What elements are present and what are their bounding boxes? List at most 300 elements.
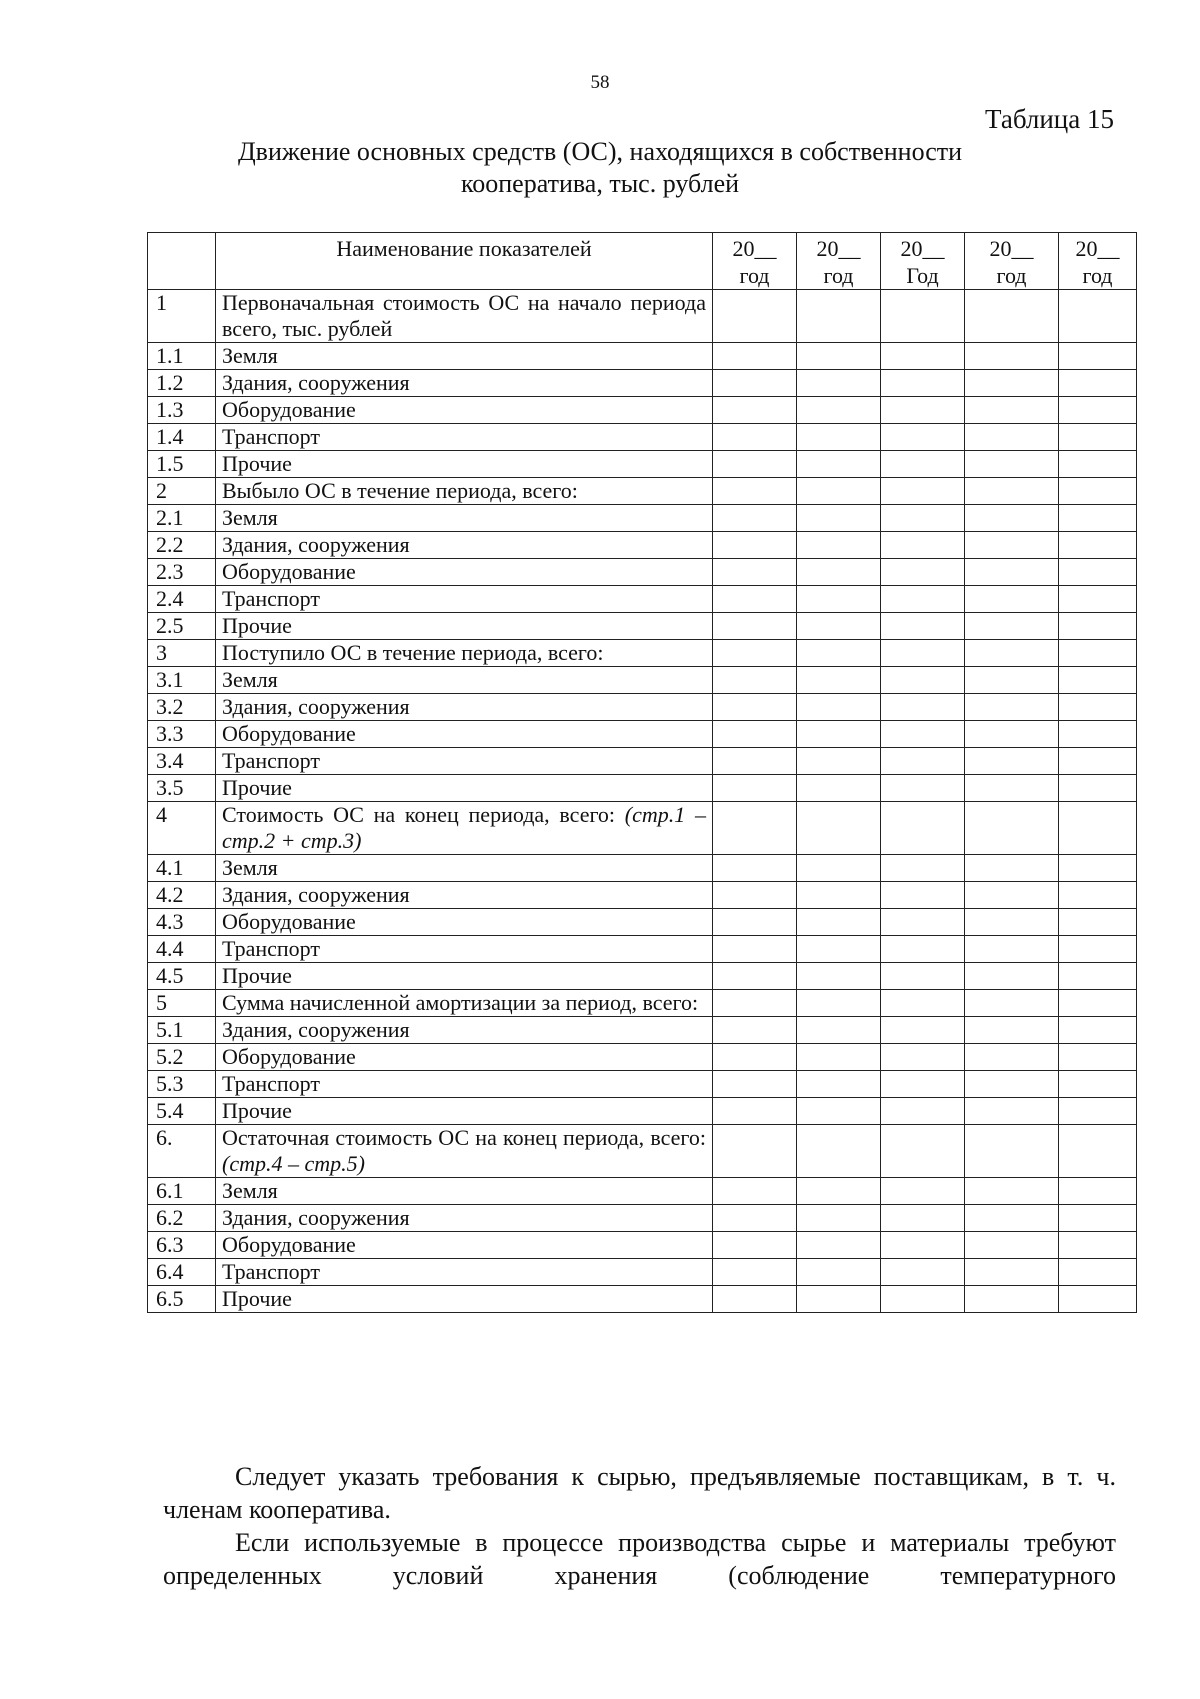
row-number: 2.4	[148, 586, 216, 613]
table-row	[148, 290, 1137, 343]
year-value-cell	[1059, 1259, 1137, 1286]
year-value-cell	[965, 559, 1059, 586]
year-value-cell	[797, 640, 881, 667]
year-value-cell	[881, 855, 965, 882]
row-name	[216, 613, 713, 640]
row-name	[216, 667, 713, 694]
year-value-cell	[1059, 1044, 1137, 1071]
year-value-cell	[1059, 936, 1137, 963]
year-value-cell	[965, 882, 1059, 909]
table-row	[148, 963, 1137, 990]
year-value-cell	[713, 936, 797, 963]
row-name	[216, 963, 713, 990]
year-value-cell	[881, 451, 965, 478]
row-name-text: Оборудование	[222, 397, 356, 422]
year-value-cell	[965, 1098, 1059, 1125]
year-value-cell	[965, 478, 1059, 505]
year-value-cell	[881, 667, 965, 694]
year-value-cell	[713, 963, 797, 990]
row-name-text: Земля	[222, 855, 278, 880]
year-value-cell	[797, 1125, 881, 1178]
row-name-text: Транспорт	[222, 936, 321, 961]
row-number: 5	[148, 990, 216, 1017]
year-value-cell	[797, 1178, 881, 1205]
year-value-cell	[965, 1071, 1059, 1098]
row-number: 4.1	[148, 855, 216, 882]
year-value-cell	[965, 694, 1059, 721]
row-number: 1.1	[148, 343, 216, 370]
table-row	[148, 478, 1137, 505]
year-value-cell	[1059, 1125, 1137, 1178]
year-value-cell	[1059, 505, 1137, 532]
row-number: 6.5	[148, 1286, 216, 1313]
year-value-cell	[797, 1232, 881, 1259]
row-name-text: Выбыло ОС в течение периода, всего:	[222, 478, 578, 503]
row-name	[216, 1098, 713, 1125]
year-value-cell	[1059, 478, 1137, 505]
table-row	[148, 1125, 1137, 1178]
row-name	[216, 1286, 713, 1313]
year-value-cell	[965, 990, 1059, 1017]
row-number: 6.4	[148, 1259, 216, 1286]
year-value-cell	[797, 1098, 881, 1125]
year-value-cell	[965, 586, 1059, 613]
row-name-text: Остаточная стоимость ОС на конец периода, всего:	[222, 1125, 706, 1150]
row-number: 6.1	[148, 1178, 216, 1205]
table-row	[148, 370, 1137, 397]
row-name-text: Поступило ОС в течение периода, всего:	[222, 640, 604, 665]
row-name	[216, 1017, 713, 1044]
row-name	[216, 451, 713, 478]
year-value-cell	[713, 478, 797, 505]
table-row	[148, 532, 1137, 559]
row-name	[216, 505, 713, 532]
table-row	[148, 667, 1137, 694]
table-header-row	[148, 233, 1137, 290]
year-value-cell	[797, 775, 881, 802]
year-value-cell	[797, 424, 881, 451]
table-row	[148, 613, 1137, 640]
row-name	[216, 909, 713, 936]
table-row	[148, 855, 1137, 882]
row-number: 1.2	[148, 370, 216, 397]
year-value-cell	[797, 1017, 881, 1044]
table-row	[148, 1071, 1137, 1098]
year-value-cell	[881, 1125, 965, 1178]
year-value-cell	[965, 451, 1059, 478]
year-value-cell	[881, 559, 965, 586]
year-value-cell	[881, 748, 965, 775]
year-value-cell	[965, 343, 1059, 370]
year-value-cell	[713, 1259, 797, 1286]
year-value-cell	[797, 290, 881, 343]
header-name-cell: Наименование показателей	[216, 233, 713, 290]
row-name-text: Транспорт	[222, 586, 321, 611]
year-value-cell	[713, 1044, 797, 1071]
year-value-cell	[1059, 1071, 1137, 1098]
row-number: 5.4	[148, 1098, 216, 1125]
year-value-cell	[965, 909, 1059, 936]
year-value-cell	[881, 721, 965, 748]
header-num-cell	[148, 233, 216, 290]
row-name	[216, 532, 713, 559]
table-row	[148, 748, 1137, 775]
table-row	[148, 586, 1137, 613]
row-name-text: Прочие	[222, 963, 292, 988]
year-value-cell	[881, 1071, 965, 1098]
header-year-cell	[797, 233, 881, 290]
year-value-cell	[713, 882, 797, 909]
year-value-cell	[713, 1232, 797, 1259]
row-name	[216, 586, 713, 613]
year-value-cell	[881, 963, 965, 990]
year-value-cell	[1059, 1205, 1137, 1232]
row-name-text: Здания, сооружения	[222, 532, 410, 557]
year-value-cell	[965, 532, 1059, 559]
year-value-cell	[881, 640, 965, 667]
year-value-cell	[1059, 451, 1137, 478]
year-bottom: Год	[906, 263, 939, 288]
year-value-cell	[881, 1017, 965, 1044]
row-name-text: Земля	[222, 667, 278, 692]
row-number: 6.3	[148, 1232, 216, 1259]
year-value-cell	[965, 1017, 1059, 1044]
row-name-text: Прочие	[222, 775, 292, 800]
table-row	[148, 343, 1137, 370]
row-formula: (стр.4 – стр.5)	[222, 1151, 365, 1176]
year-value-cell	[797, 855, 881, 882]
year-value-cell	[1059, 963, 1137, 990]
row-number: 4.2	[148, 882, 216, 909]
year-value-cell	[881, 586, 965, 613]
row-name	[216, 721, 713, 748]
row-number: 2.3	[148, 559, 216, 586]
year-value-cell	[797, 532, 881, 559]
year-value-cell	[713, 640, 797, 667]
row-number: 6.2	[148, 1205, 216, 1232]
year-value-cell	[713, 397, 797, 424]
row-number: 4.3	[148, 909, 216, 936]
year-value-cell	[797, 1044, 881, 1071]
year-value-cell	[1059, 613, 1137, 640]
table-title-line-1: Движение основных средств (ОС), находящихся в собственности	[237, 137, 963, 166]
year-value-cell	[881, 613, 965, 640]
year-value-cell	[797, 1071, 881, 1098]
row-number: 2.1	[148, 505, 216, 532]
year-value-cell	[965, 748, 1059, 775]
year-value-cell	[713, 370, 797, 397]
year-value-cell	[1059, 424, 1137, 451]
header-year-cell	[1059, 233, 1137, 290]
header-year-cell	[881, 233, 965, 290]
row-name-text: Транспорт	[222, 1259, 321, 1284]
row-name	[216, 397, 713, 424]
year-value-cell	[881, 775, 965, 802]
row-name	[216, 1259, 713, 1286]
row-name	[216, 775, 713, 802]
year-value-cell	[713, 775, 797, 802]
year-value-cell	[713, 586, 797, 613]
year-value-cell	[1059, 640, 1137, 667]
year-value-cell	[797, 1205, 881, 1232]
table-row	[148, 802, 1137, 855]
row-number: 5.2	[148, 1044, 216, 1071]
row-name-text: Прочие	[222, 451, 292, 476]
year-value-cell	[965, 613, 1059, 640]
row-name-text: Прочие	[222, 613, 292, 638]
year-value-cell	[965, 290, 1059, 343]
year-bottom: год	[996, 263, 1027, 288]
year-value-cell	[881, 424, 965, 451]
year-value-cell	[881, 936, 965, 963]
year-value-cell	[1059, 775, 1137, 802]
year-value-cell	[713, 748, 797, 775]
year-value-cell	[881, 532, 965, 559]
year-value-cell	[881, 802, 965, 855]
row-name-text: Здания, сооружения	[222, 694, 410, 719]
row-name	[216, 478, 713, 505]
year-value-cell	[713, 290, 797, 343]
year-value-cell	[965, 1259, 1059, 1286]
year-value-cell	[881, 1286, 965, 1313]
row-name-text: Оборудование	[222, 1044, 356, 1069]
row-number: 2	[148, 478, 216, 505]
row-name-text: Оборудование	[222, 1232, 356, 1257]
year-value-cell	[965, 1125, 1059, 1178]
year-value-cell	[965, 1044, 1059, 1071]
row-name	[216, 855, 713, 882]
year-value-cell	[965, 775, 1059, 802]
row-name-text: Сумма начисленной амортизации за период, всего:	[222, 990, 699, 1015]
year-value-cell	[965, 721, 1059, 748]
year-value-cell	[713, 559, 797, 586]
year-value-cell	[881, 478, 965, 505]
year-bottom: год	[823, 263, 854, 288]
row-name	[216, 1044, 713, 1071]
year-value-cell	[713, 1098, 797, 1125]
year-value-cell	[881, 1098, 965, 1125]
row-name	[216, 694, 713, 721]
year-value-cell	[797, 1259, 881, 1286]
year-value-cell	[797, 667, 881, 694]
year-value-cell	[797, 802, 881, 855]
year-value-cell	[797, 882, 881, 909]
year-value-cell	[713, 1205, 797, 1232]
year-bottom: год	[1082, 263, 1113, 288]
year-value-cell	[965, 1286, 1059, 1313]
row-name	[216, 802, 713, 855]
table-row	[148, 775, 1137, 802]
row-name	[216, 1125, 713, 1178]
row-number: 1.3	[148, 397, 216, 424]
year-value-cell	[713, 613, 797, 640]
table-row	[148, 1232, 1137, 1259]
year-value-cell	[1059, 990, 1137, 1017]
year-value-cell	[881, 290, 965, 343]
row-name	[216, 990, 713, 1017]
year-value-cell	[965, 855, 1059, 882]
table-row	[148, 1205, 1137, 1232]
row-name-text: Транспорт	[222, 1071, 321, 1096]
table-row	[148, 640, 1137, 667]
year-value-cell	[1059, 694, 1137, 721]
table-row	[148, 1098, 1137, 1125]
year-value-cell	[797, 343, 881, 370]
row-number: 3	[148, 640, 216, 667]
table-row	[148, 882, 1137, 909]
row-name	[216, 343, 713, 370]
year-value-cell	[965, 667, 1059, 694]
year-value-cell	[713, 505, 797, 532]
row-name	[216, 1071, 713, 1098]
year-value-cell	[1059, 343, 1137, 370]
year-value-cell	[881, 370, 965, 397]
year-value-cell	[713, 909, 797, 936]
table-row	[148, 559, 1137, 586]
row-number: 4	[148, 802, 216, 855]
year-value-cell	[797, 559, 881, 586]
year-value-cell	[1059, 1017, 1137, 1044]
row-name	[216, 370, 713, 397]
table-row	[148, 909, 1137, 936]
row-name	[216, 882, 713, 909]
row-number: 4.4	[148, 936, 216, 963]
row-number: 1.5	[148, 451, 216, 478]
table-row	[148, 451, 1137, 478]
year-top: 20__	[816, 236, 861, 261]
year-value-cell	[1059, 748, 1137, 775]
paragraph-raw-materials: Следует указать требования к сырью, предъявляемые поставщикам, в т. ч. членам кооператива.	[163, 1462, 1116, 1524]
year-value-cell	[713, 802, 797, 855]
row-name-text: Прочие	[222, 1286, 292, 1311]
year-value-cell	[1059, 1178, 1137, 1205]
year-value-cell	[797, 694, 881, 721]
row-name	[216, 559, 713, 586]
year-value-cell	[1059, 1098, 1137, 1125]
year-value-cell	[881, 882, 965, 909]
year-value-cell	[965, 1205, 1059, 1232]
year-value-cell	[713, 1125, 797, 1178]
row-name-text: Прочие	[222, 1098, 292, 1123]
year-value-cell	[881, 397, 965, 424]
year-value-cell	[1059, 667, 1137, 694]
row-name-text: Здания, сооружения	[222, 882, 410, 907]
year-value-cell	[797, 505, 881, 532]
row-name	[216, 1232, 713, 1259]
row-name-text: Здания, сооружения	[222, 370, 410, 395]
year-value-cell	[965, 963, 1059, 990]
row-number: 4.5	[148, 963, 216, 990]
row-name-text: Транспорт	[222, 424, 321, 449]
year-top: 20__	[900, 236, 945, 261]
year-value-cell	[1059, 855, 1137, 882]
table-row	[148, 721, 1137, 748]
year-top: 20__	[989, 236, 1034, 261]
row-formula: (стр.1 – стр.2 + стр.3)	[222, 802, 706, 853]
table-row	[148, 990, 1137, 1017]
paragraph-storage: Если используемые в процессе производства сырье и материалы требуют определенных условий хранения (соблюдение температурного	[163, 1528, 1116, 1590]
year-value-cell	[713, 451, 797, 478]
year-value-cell	[713, 1178, 797, 1205]
year-value-cell	[713, 855, 797, 882]
year-value-cell	[881, 1205, 965, 1232]
year-value-cell	[713, 667, 797, 694]
year-value-cell	[797, 613, 881, 640]
year-top: 20__	[1075, 236, 1120, 261]
row-name-text: Здания, сооружения	[222, 1205, 410, 1230]
year-top: 20__	[732, 236, 777, 261]
year-value-cell	[1059, 1286, 1137, 1313]
year-value-cell	[965, 1178, 1059, 1205]
table-title-line-2: кооператива, тыс. рублей	[460, 169, 740, 198]
year-value-cell	[797, 748, 881, 775]
year-value-cell	[965, 936, 1059, 963]
year-value-cell	[965, 370, 1059, 397]
row-number: 1.4	[148, 424, 216, 451]
year-value-cell	[881, 505, 965, 532]
year-value-cell	[881, 1232, 965, 1259]
year-value-cell	[713, 424, 797, 451]
year-value-cell	[965, 802, 1059, 855]
row-name-text: Оборудование	[222, 909, 356, 934]
row-name-text: Оборудование	[222, 559, 356, 584]
year-value-cell	[881, 343, 965, 370]
year-value-cell	[797, 397, 881, 424]
year-value-cell	[797, 990, 881, 1017]
row-name-text: Земля	[222, 1178, 278, 1203]
year-value-cell	[713, 343, 797, 370]
year-value-cell	[797, 721, 881, 748]
table-row	[148, 694, 1137, 721]
year-value-cell	[797, 963, 881, 990]
row-number: 3.3	[148, 721, 216, 748]
year-value-cell	[1059, 532, 1137, 559]
row-name-text: Первоначальная стоимость ОС на начало периода всего, тыс. рублей	[222, 290, 706, 341]
year-value-cell	[713, 1017, 797, 1044]
year-value-cell	[713, 1071, 797, 1098]
row-name	[216, 290, 713, 343]
year-value-cell	[881, 1178, 965, 1205]
year-value-cell	[881, 1044, 965, 1071]
year-value-cell	[797, 451, 881, 478]
row-name	[216, 936, 713, 963]
table-row	[148, 1017, 1137, 1044]
row-number: 3.5	[148, 775, 216, 802]
row-number: 5.3	[148, 1071, 216, 1098]
year-value-cell	[713, 532, 797, 559]
table-row	[148, 936, 1137, 963]
year-value-cell	[713, 990, 797, 1017]
year-value-cell	[965, 424, 1059, 451]
year-value-cell	[965, 397, 1059, 424]
row-name-text: Оборудование	[222, 721, 356, 746]
year-value-cell	[797, 370, 881, 397]
year-value-cell	[713, 721, 797, 748]
row-number: 3.2	[148, 694, 216, 721]
year-value-cell	[1059, 909, 1137, 936]
row-name	[216, 748, 713, 775]
year-value-cell	[965, 1232, 1059, 1259]
row-number: 5.1	[148, 1017, 216, 1044]
year-value-cell	[1059, 290, 1137, 343]
row-name-text: Земля	[222, 343, 278, 368]
header-year-cell	[965, 233, 1059, 290]
row-name	[216, 1178, 713, 1205]
table-title	[0, 136, 1200, 200]
year-value-cell	[1059, 397, 1137, 424]
year-bottom: год	[739, 263, 770, 288]
table-body	[148, 290, 1137, 1313]
